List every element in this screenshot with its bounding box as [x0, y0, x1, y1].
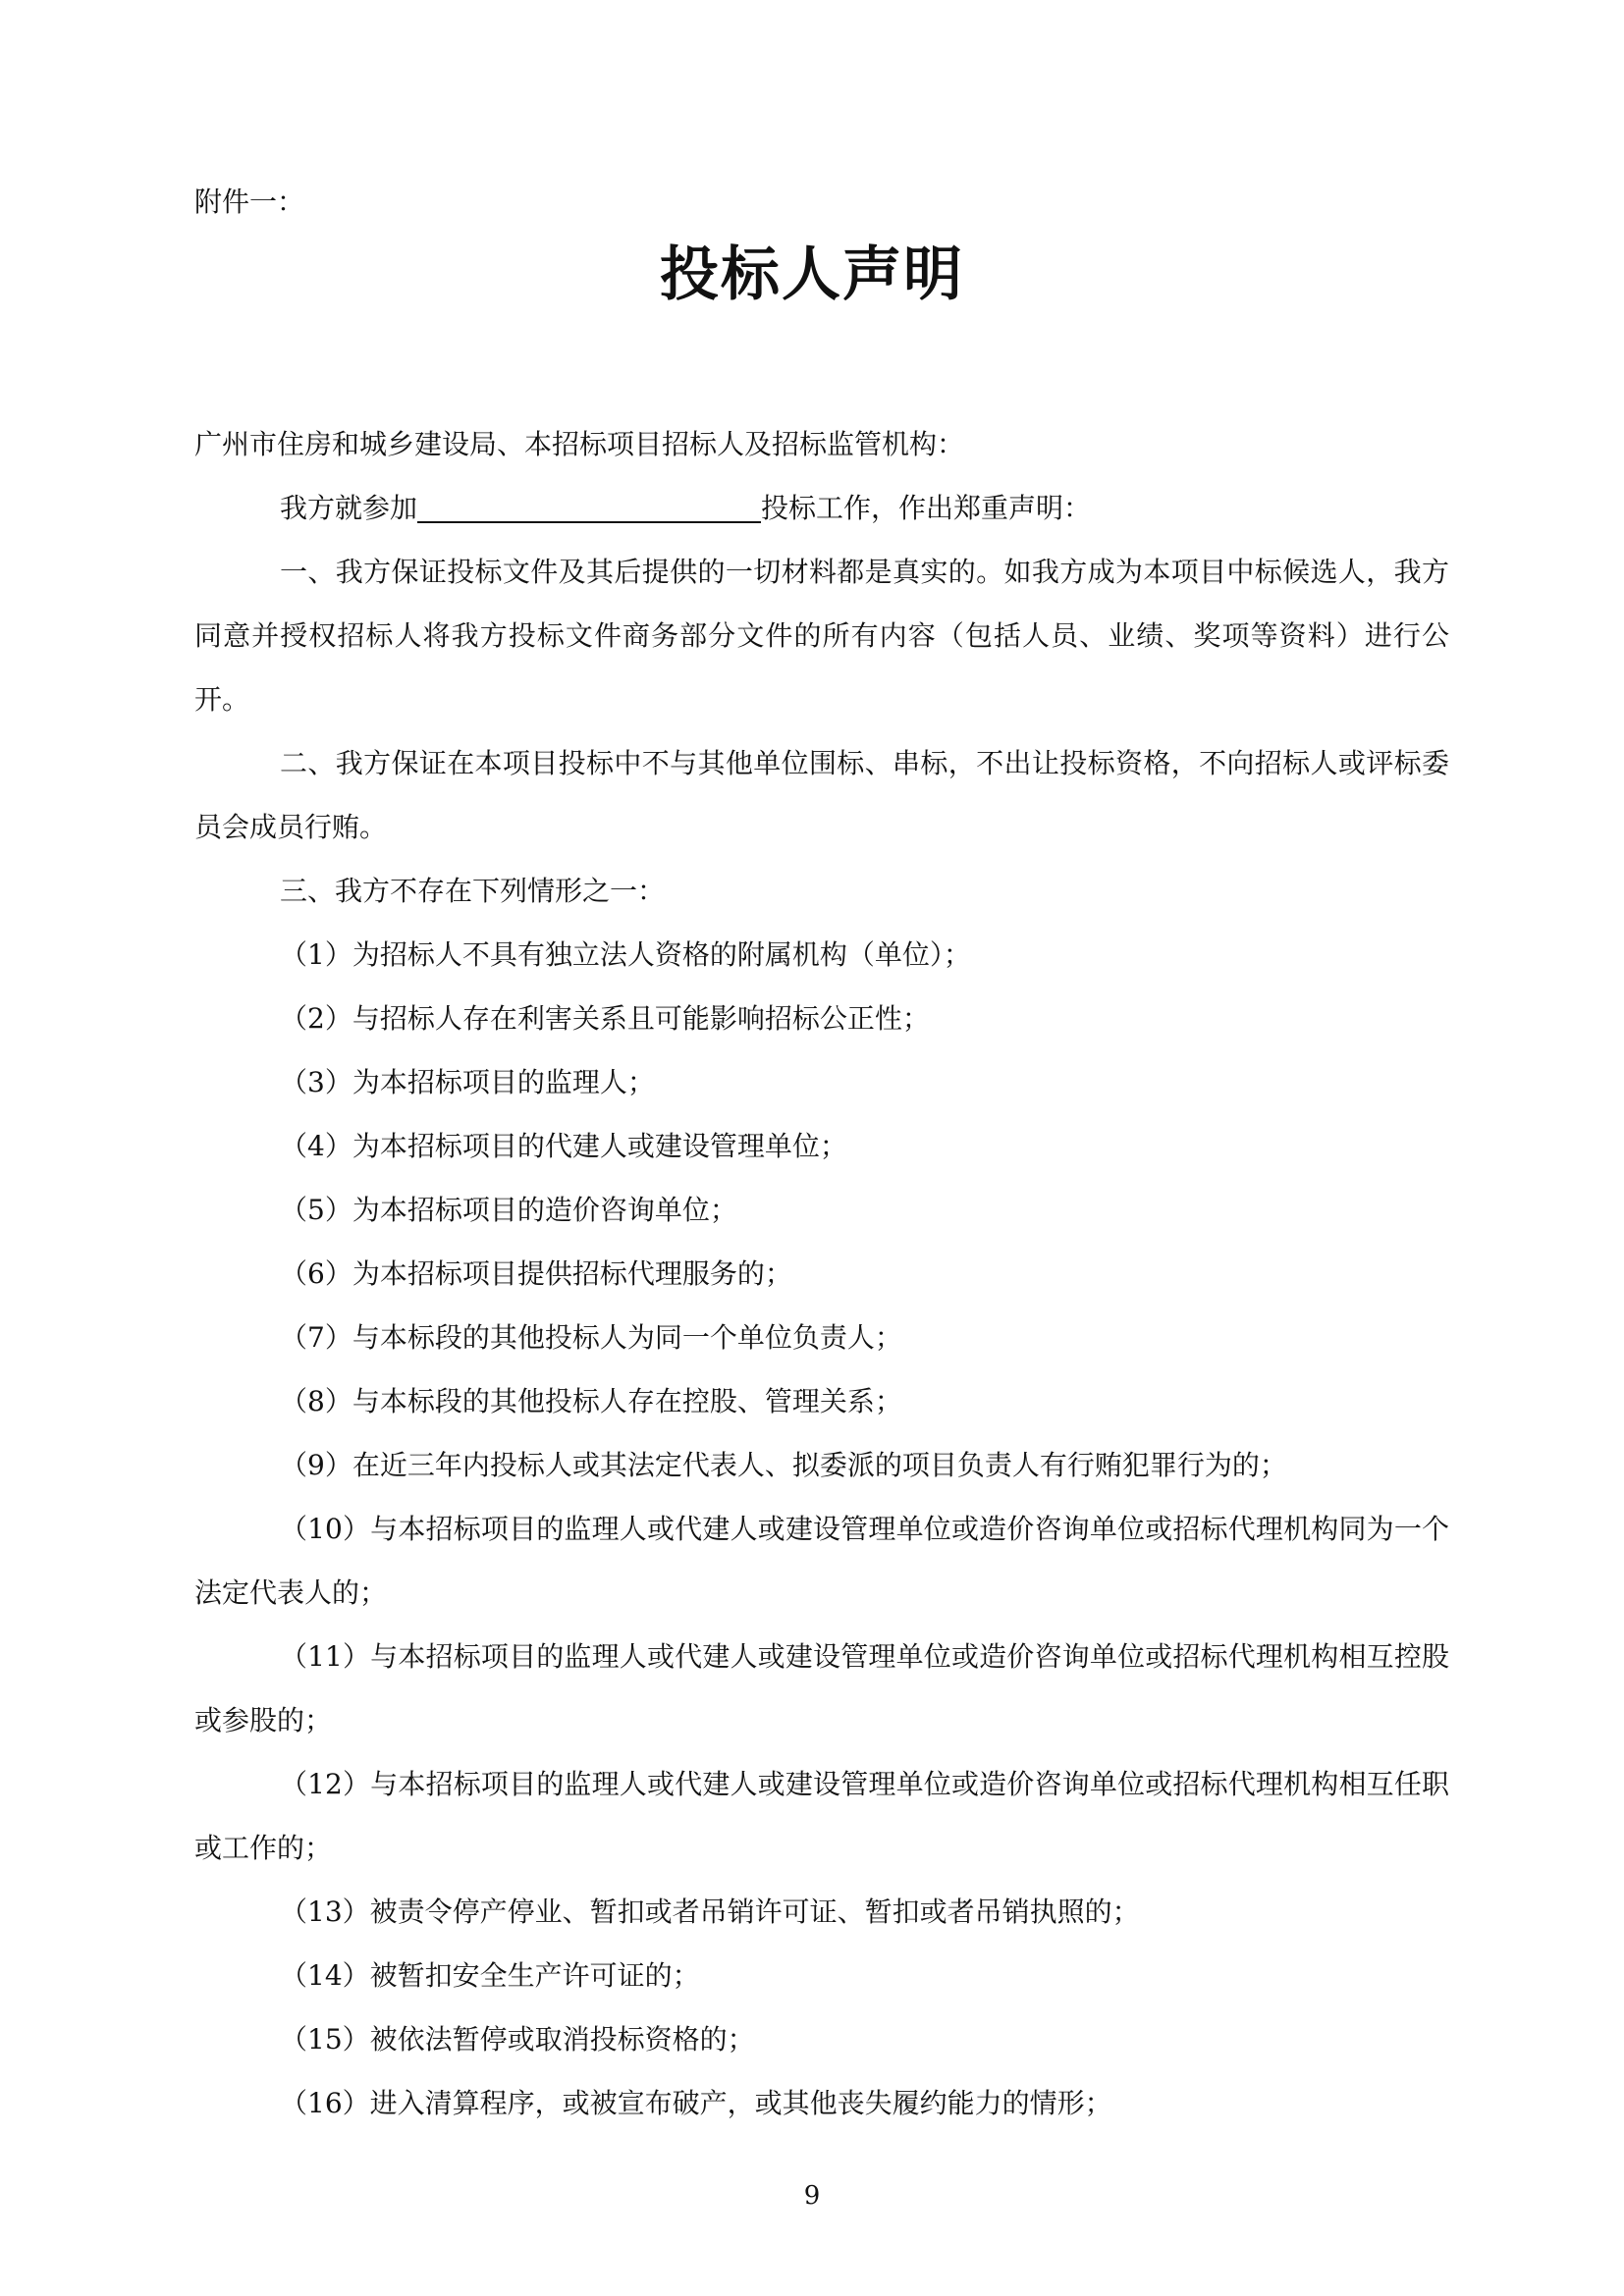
clause-one: 一、我方保证投标文件及其后提供的一切材料都是真实的。如我方成为本项目中标候选人，我方同意并授权招标人将我方投标文件商务部分文件的所有内容（包括人员、业绩、奖项等资料）进行公开。: [194, 556, 1449, 716]
list-item: （11）与本招标项目的监理人或代建人或建设管理单位或造价咨询单位或招标代理机构相互控股或参股的；: [194, 1640, 1449, 1736]
list-item: （16）进入清算程序，或被宣布破产，或其他丧失履约能力的情形；: [280, 2087, 1112, 2119]
declaration-intro: [194, 476, 1449, 540]
document-title: 投标人声明: [660, 240, 964, 309]
project-name-blank: [417, 492, 761, 523]
list-item: （2）与招标人存在利害关系且可能影响招标公正性；: [280, 1002, 930, 1035]
list-item: （5）为本招标项目的造价咨询单位；: [280, 1194, 737, 1226]
list-item: （4）为本招标项目的代建人或建设管理单位；: [280, 1130, 847, 1162]
list-item: （12）与本招标项目的监理人或代建人或建设管理单位或造价咨询单位或招标代理机构相互任职或工作的；: [194, 1768, 1449, 1864]
recipient-line: 广州市住房和城乡建设局、本招标项目招标人及招标监管机构：: [194, 428, 965, 460]
list-item: （14）被暂扣安全生产许可证的；: [280, 1959, 700, 1992]
list-item: （13）被责令停产停业、暂扣或者吊销许可证、暂扣或者吊销执照的；: [280, 1896, 1140, 1928]
list-item: （10）与本招标项目的监理人或代建人或建设管理单位或造价咨询单位或招标代理机构同为一个法定代表人的；: [194, 1513, 1449, 1609]
page-number: 9: [803, 2181, 821, 2211]
intro-after-blank: 投标工作，作出郑重声明：: [761, 492, 1092, 524]
list-item: （7）与本标段的其他投标人为同一个单位负责人；: [280, 1321, 902, 1354]
list-item: （15）被依法暂停或取消投标资格的；: [280, 2023, 755, 2056]
document-body: [194, 412, 1449, 2135]
intro-before-blank: 我方就参加: [280, 492, 418, 524]
clause-two: 二、我方保证在本项目投标中不与其他单位围标、串标，不出让投标资格，不向招标人或评标委员会成员行贿。: [194, 747, 1449, 843]
annex-label: 附件一：: [194, 186, 305, 218]
list-item: （6）为本招标项目提供招标代理服务的；: [280, 1257, 792, 1290]
list-item: （8）与本标段的其他投标人存在控股、管理关系；: [280, 1385, 902, 1417]
clause-three: 三、我方不存在下列情形之一：: [280, 875, 666, 907]
list-item: （9）在近三年内投标人或其法定代表人、拟委派的项目负责人有行贿犯罪行为的；: [280, 1449, 1287, 1481]
list-item: （3）为本招标项目的监理人；: [280, 1066, 655, 1098]
list-item: （1）为招标人不具有独立法人资格的附属机构（单位）；: [280, 938, 971, 971]
